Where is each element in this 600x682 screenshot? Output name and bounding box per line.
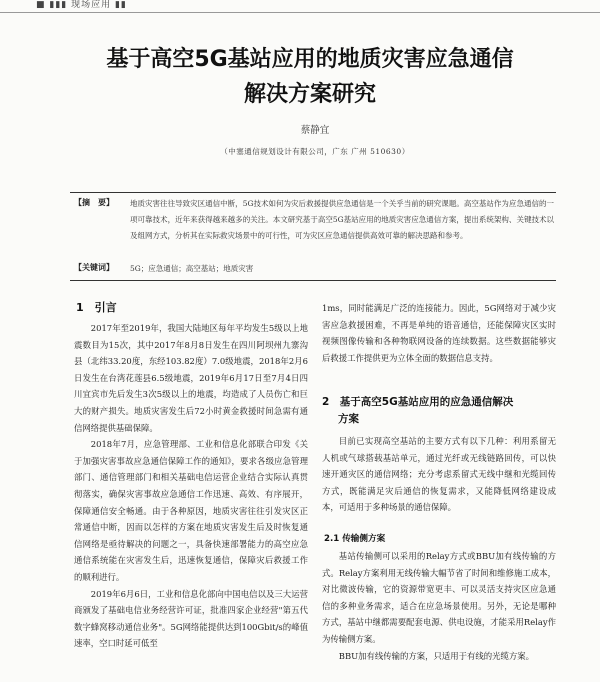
left-paragraph-3: 2019年6月6日，工业和信息化部向中国电信以及三大运营商颁发了基础电信业务经营许可证，批准四家企业经营"第五代数字蜂窝移动通信业务"。5G网络能提供达到100Gbit/s的峰值速率，空口时延可低至: [74, 588, 308, 649]
left-paragraph-2: 2018年7月，应急管理部、工业和信息化部联合印发《关于加强灾害事故应急通信保障工作的通知》，要求各级应急管理部门、通信管理部门和相关基础电信运营企业结合实际认真贯彻落实，确保灾害事故应急通信工作迅速、高效、有序展开，保障通信安全畅通。由于各种原因，地质灾害往往引发灾区正常通信中断，因而以怎样的方案在地质灾害发生后及时恢复通信网络是亟待解决的问题之一，具备快速部署能力的高空应急通信系统能在灾害发生后，迅速恢复通信，保障灾后救援工作的顺利进行。: [74, 439, 308, 582]
right-column-top: [322, 300, 556, 366]
section-2-heading: [322, 394, 562, 428]
right-column-bottom: [322, 548, 556, 664]
keywords-label: 【关键词】: [74, 263, 114, 272]
abstract-text: 地质灾害往往导致灾区通信中断，5G技术如何为灾后救援提供应急通信是一个关乎当前的研究课题。高空基站作为应急通信的一项可靠技术，近年来获得越来越多的关注。本文研究基于高空5G基站应用的地质灾害应急通信方案，提出系统架构、关键技术以及组网方式，分析其在实际救灾场景中的可行性，可为灾区应急通信提供高效可靠的解决思路和参考。: [130, 199, 554, 240]
paper-title: [40, 42, 580, 112]
author-affiliation: （中塞通信规划设计有限公司，广东 广州 510630）: [220, 147, 410, 156]
right-paragraph-1: 1ms，同时能满足广泛的连接能力。因此，5G网络对于减少灾害应急救援困难，不再是单纯的语音通信，还能保障灾区实时视频图像传输和各种物联网设备的连续数据。这些数据能够灾后救援工作提供更为立体全面的数据信息支持。: [322, 303, 556, 363]
section-2-heading-line-2: 方案: [338, 413, 359, 425]
running-header: [0, 0, 600, 13]
section-1-heading: 1 引言: [76, 301, 117, 314]
keywords-text: 5G；应急通信；高空基站；地质灾害: [130, 264, 254, 273]
right-paragraph-4: BBU加有线传输的方案，只适用于有线的光缆方案。: [338, 650, 535, 661]
abstract-top-rule: [70, 192, 556, 193]
left-column-body: [74, 320, 308, 652]
section-2-heading-line-1: 2 基于高空5G基站应用的应急通信解决: [322, 396, 514, 408]
right-paragraph-3: 基站传输侧可以采用的Relay方式或BBU加有线传输的方式。Relay方案利用无线传输大幅节省了时间和维修施工成本，对比微波传输，它的资源带宽更丰、可以灵活支持灾区应急通信的多种业务需求，适合在应急场景使用。另外，无论是哪种方式，基站中继都需要配套电源、供电设施，才能采用Relay作为传输侧方案。: [322, 551, 556, 644]
title-line-2: 解决方案研究: [243, 82, 376, 107]
running-title: ■ ▮▮▮ 现场应用 ▮▮: [36, 0, 127, 10]
title-line-1: 基于高空5G基站应用的地质灾害应急通信: [106, 47, 514, 72]
right-column-mid: [322, 433, 556, 516]
right-paragraph-2: 目前已实现高空基站的主要方式有以下几种：利用系留无人机或气球搭载基站单元，通过光纤或无线链路回传，可以快速开通灾区的通信网络；充分考虑系留式无线中继和光缆回传方式，既能满足灾后通信的恢复需求，又能降低网络建设成本，可适用于多种场景的通信保障。: [322, 436, 556, 513]
left-paragraph-1: 2017年至2019年，我国大陆地区每年平均发生5级以上地震数目为15次，其中2017年8月8日发生在四川阿坝州九寨沟县（北纬33.20度，东经103.82度）7.0级地震，2018年2月6日发生在台湾花莲县6.5级地震，2019年6月17日至7月4日四川宜宾市先后发生3次5级以上的地震，均造成了人员伤亡和巨大的财产损失。地质灾害发生后72小时黄金救援时间急需有通信网络提供基础保障。: [74, 323, 308, 433]
abstract-label: 【摘 要】: [74, 198, 114, 207]
author-name: 蔡静宜: [300, 125, 330, 136]
abstract-bottom-rule: [70, 280, 556, 281]
section-2-1-heading: 2.1 传输侧方案: [324, 534, 386, 544]
